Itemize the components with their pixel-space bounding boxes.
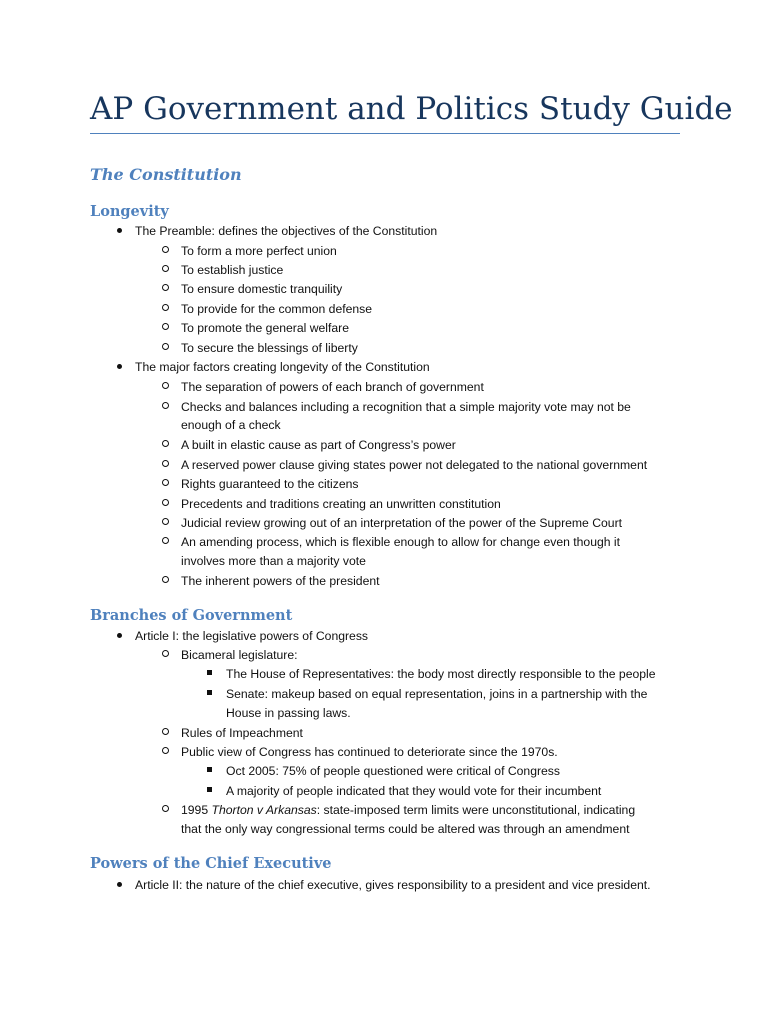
document-title: AP Government and Politics Study Guide xyxy=(90,91,733,127)
bullet-circle-icon xyxy=(162,499,169,506)
bullet-circle-icon xyxy=(162,402,169,409)
heading-executive: Powers of the Chief Executive xyxy=(90,855,332,872)
case-name: Thorton v Arkansas xyxy=(211,803,317,817)
bullet-circle-icon xyxy=(162,343,169,350)
bullet-circle-icon xyxy=(162,284,169,291)
bullet-circle-icon xyxy=(162,382,169,389)
heading-constitution: The Constitution xyxy=(90,165,242,184)
bullet-circle-icon xyxy=(162,460,169,467)
bullet-dot-icon xyxy=(117,633,122,638)
bullet-circle-icon xyxy=(162,323,169,330)
bullet-square-icon xyxy=(207,670,212,675)
bullet-circle-icon xyxy=(162,650,169,657)
bullet-circle-icon xyxy=(162,747,169,754)
bullet-circle-icon xyxy=(162,576,169,583)
title-underline xyxy=(90,133,680,134)
bullet-square-icon xyxy=(207,690,212,695)
bullet-circle-icon xyxy=(162,479,169,486)
bullet-square-icon xyxy=(207,787,212,792)
bullet-circle-icon xyxy=(162,728,169,735)
bullet-circle-icon xyxy=(162,304,169,311)
bullet-circle-icon xyxy=(162,805,169,812)
bullet-circle-icon xyxy=(162,265,169,272)
bullet-dot-icon xyxy=(117,364,122,369)
bullet-circle-icon xyxy=(162,440,169,447)
heading-branches: Branches of Government xyxy=(90,607,293,624)
bullet-circle-icon xyxy=(162,246,169,253)
bullet-circle-icon xyxy=(162,537,169,544)
bullet-circle-icon xyxy=(162,518,169,525)
bullet-dot-icon xyxy=(117,882,122,887)
bullet-dot-icon xyxy=(117,228,122,233)
document-page: AP Government and Politics Study Guide The Constitution Longevity The Preamble: defines the objectives of the Constitution To form a more perfect union To establish justice To ensure domestic tranquility To provide for the common defense To promote the general welfare To secure the blessings of liberty The major factors creating longevity of the Constitution The separation of powers of each branch of government Checks and balances including a recognition that a simple majority vote may not be enough of a check A built in elastic cause as part of Congress’s power A reserved power clause giving states power not delegated to the national government Rights guaranteed to the citizens Precedents and traditions creating an unwritten constitution Judicial review growing out of an interpretation of the power of the Supreme Court An amending process, which is flexible enough to allow for change even though it involves more than a majority vote The inherent powers of the president Branches of Government Article I: the legislative powers of Congress Bicameral legislature: The House of Representatives: the body most directly responsible to the people Senate: makeup based on equal representation, joins in a partnership with the House in passing laws. Rules of Impeachment Public view of Congress has continued to deteriorate since the 1970s. Oct 2005: 75% of people questioned were critical of Congress A majority of people indicated that they would vote for their incumbent 1995 Thorton v Arkansas: state-imposed term limits were unconstitutional, indicating that the only way congressional terms could be altered was through an amendment Powers of the Chief Executive Article II: the nature of the chief executive, gives responsibility to a president and vice president. xyxy=(0,0,768,1024)
heading-longevity: Longevity xyxy=(90,203,169,220)
bullet-square-icon xyxy=(207,767,212,772)
